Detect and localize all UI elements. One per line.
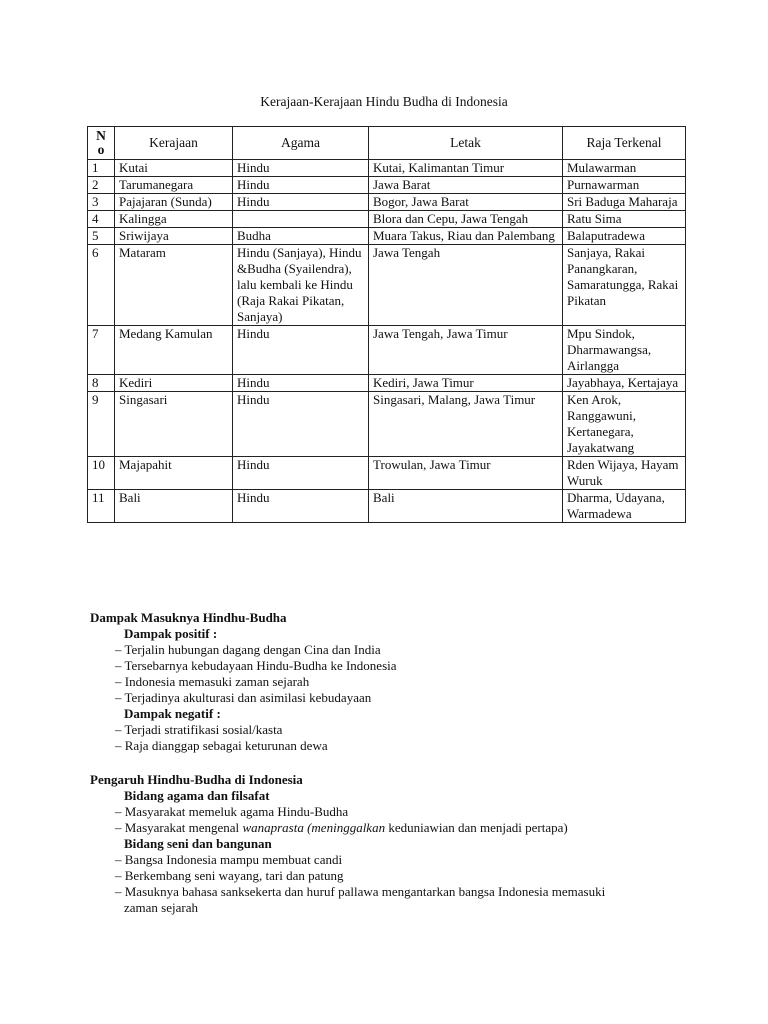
cell-kerajaan: Kutai [115,160,233,177]
list-item: – Terjadinya akulturasi dan asimilasi kebudayaan [115,690,372,705]
table-row [88,375,686,392]
cell-kerajaan: Mataram [115,245,233,326]
list-item: – Terjadi stratifikasi sosial/kasta [115,722,283,737]
cell-agama: Hindu [233,392,369,457]
cell-raja: Dharma, Udayana, Warmadewa [563,490,686,523]
cell-kerajaan: Singasari [115,392,233,457]
cell-raja: Mpu Sindok, Dharmawangsa, Airlangga [563,326,686,375]
table-row [88,490,686,523]
cell-agama: Hindu [233,490,369,523]
cell-no: 6 [88,245,115,326]
cell-agama: Budha [233,228,369,245]
cell-no: 1 [88,160,115,177]
cell-agama: Hindu [233,375,369,392]
list-item: – Raja dianggap sebagai keturunan dewa [115,738,328,753]
cell-kerajaan: Pajajaran (Sunda) [115,194,233,211]
list-item: – Terjalin hubungan dagang dengan Cina dan India [115,642,381,657]
dampak-positif-label: Dampak positif : [124,626,218,641]
cell-no: 2 [88,177,115,194]
list-item: – Masyarakat mengenal wanaprasta (meninggalkan keduniawian dan menjadi pertapa) [115,820,568,835]
cell-raja: Ken Arok, Ranggawuni, Kertanegara, Jayakatwang [563,392,686,457]
table-row [88,392,686,457]
cell-agama: Hindu [233,177,369,194]
table-row [88,457,686,490]
header-no: N o [88,127,115,160]
cell-letak: Jawa Tengah [369,245,563,326]
cell-raja: Sanjaya, Rakai Panangkaran, Samaratungga, Rakai Pikatan [563,245,686,326]
cell-no: 4 [88,211,115,228]
list-item: – Indonesia memasuki zaman sejarah [115,674,310,689]
cell-kerajaan: Sriwijaya [115,228,233,245]
cell-agama [233,211,369,228]
header-kerajaan: Kerajaan [115,127,233,160]
cell-raja: Balaputradewa [563,228,686,245]
list-item: – Masuknya bahasa sanksekerta dan huruf pallawa mengantarkan bangsa Indonesia memasuki [115,884,606,899]
bidang-agama-label: Bidang agama dan filsafat [124,788,270,803]
table-row [88,245,686,326]
cell-agama: Hindu [233,160,369,177]
header-agama: Agama [233,127,369,160]
cell-letak: Blora dan Cepu, Jawa Tengah [369,211,563,228]
table-row [88,160,686,177]
cell-no: 5 [88,228,115,245]
table-row [88,326,686,375]
cell-no: 8 [88,375,115,392]
table-row [88,177,686,194]
list-item: – Masyarakat memeluk agama Hindu-Budha [115,804,349,819]
list-item-continuation: zaman sejarah [124,900,198,915]
table-row [88,228,686,245]
dampak-negatif-list [90,722,690,754]
cell-letak: Bali [369,490,563,523]
pengaruh-section [90,772,690,916]
cell-no: 7 [88,326,115,375]
cell-letak: Bogor, Jawa Barat [369,194,563,211]
cell-letak: Singasari, Malang, Jawa Timur [369,392,563,457]
cell-raja: Mulawarman [563,160,686,177]
cell-raja: Sri Baduga Maharaja [563,194,686,211]
cell-letak: Muara Takus, Riau dan Palembang [369,228,563,245]
list-item: – Berkembang seni wayang, tari dan patung [115,868,344,883]
pengaruh-heading: Pengaruh Hindhu-Budha di Indonesia [90,772,303,787]
cell-raja: Jayabhaya, Kertajaya [563,375,686,392]
cell-kerajaan: Kalingga [115,211,233,228]
cell-letak: Trowulan, Jawa Timur [369,457,563,490]
list-item: – Bangsa Indonesia mampu membuat candi [115,852,343,867]
table-body [88,160,686,523]
header-raja: Raja Terkenal [563,127,686,160]
cell-raja: Ratu Sima [563,211,686,228]
table-row [88,194,686,211]
cell-no: 11 [88,490,115,523]
table-header-row [88,127,686,160]
cell-agama: Hindu [233,457,369,490]
header-letak: Letak [369,127,563,160]
kingdoms-table [87,126,686,523]
list-item: – Tersebarnya kebudayaan Hindu-Budha ke Indonesia [115,658,397,673]
cell-raja: Purnawarman [563,177,686,194]
cell-no: 3 [88,194,115,211]
cell-kerajaan: Medang Kamulan [115,326,233,375]
dampak-heading: Dampak Masuknya Hindhu-Budha [90,610,287,625]
cell-agama: Hindu (Sanjaya), Hindu &Budha (Syailendra), lalu kembali ke Hindu (Raja Rakai Pikatan, Sanjaya) [233,245,369,326]
cell-kerajaan: Kediri [115,375,233,392]
document-title: Kerajaan-Kerajaan Hindu Budha di Indonesia [260,94,508,109]
dampak-positif-list [90,642,690,706]
cell-letak: Kediri, Jawa Timur [369,375,563,392]
cell-raja: Rden Wijaya, Hayam Wuruk [563,457,686,490]
table-row [88,211,686,228]
cell-no: 10 [88,457,115,490]
cell-letak: Jawa Barat [369,177,563,194]
cell-letak: Jawa Tengah, Jawa Timur [369,326,563,375]
cell-agama: Hindu [233,326,369,375]
cell-no: 9 [88,392,115,457]
cell-kerajaan: Majapahit [115,457,233,490]
bidang-seni-label: Bidang seni dan bangunan [124,836,272,851]
cell-kerajaan: Bali [115,490,233,523]
dampak-section [90,610,690,754]
dampak-negatif-label: Dampak negatif : [124,706,221,721]
cell-letak: Kutai, Kalimantan Timur [369,160,563,177]
cell-kerajaan: Tarumanegara [115,177,233,194]
cell-agama: Hindu [233,194,369,211]
